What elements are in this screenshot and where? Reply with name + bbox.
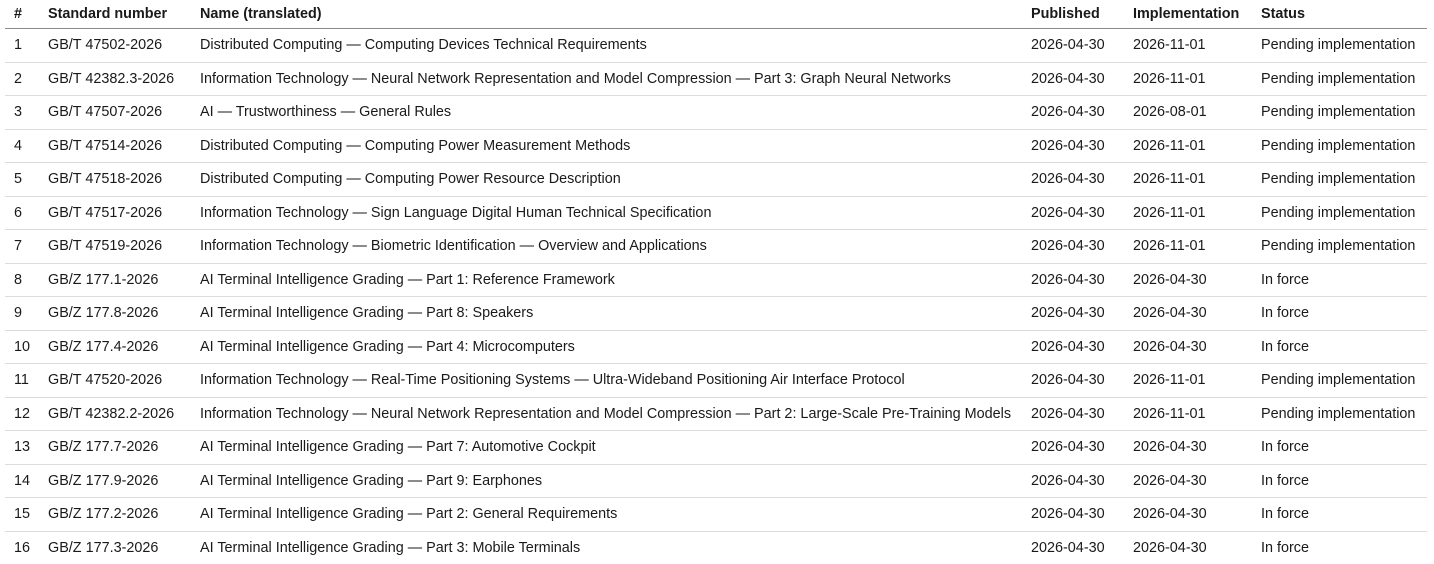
standard-number: GB/T 42382.3-2026 — [39, 62, 191, 96]
published-date: 2026-04-30 — [1022, 230, 1124, 264]
standard-number: GB/T 47514-2026 — [39, 129, 191, 163]
implementation-date: 2026-04-30 — [1124, 263, 1252, 297]
standard-number: GB/T 47502-2026 — [39, 29, 191, 63]
status: In force — [1252, 330, 1427, 364]
published-date: 2026-04-30 — [1022, 129, 1124, 163]
standard-number: GB/T 47517-2026 — [39, 196, 191, 230]
published-date: 2026-04-30 — [1022, 96, 1124, 130]
status: In force — [1252, 263, 1427, 297]
standard-name: Information Technology — Neural Network Representation and Model Compression — Part 3: Graph Neural Networks — [191, 62, 1022, 96]
status: Pending implementation — [1252, 364, 1427, 398]
standard-name: AI Terminal Intelligence Grading — Part 1: Reference Framework — [191, 263, 1022, 297]
published-date: 2026-04-30 — [1022, 263, 1124, 297]
standard-name: AI Terminal Intelligence Grading — Part 7: Automotive Cockpit — [191, 431, 1022, 465]
standard-name: AI Terminal Intelligence Grading — Part 9: Earphones — [191, 464, 1022, 498]
table-row — [5, 129, 1427, 163]
table-row — [5, 230, 1427, 264]
status: In force — [1252, 297, 1427, 331]
row-number: 16 — [14, 539, 31, 556]
table-row — [5, 62, 1427, 96]
table-row — [5, 96, 1427, 130]
status: In force — [1252, 498, 1427, 532]
status: Pending implementation — [1252, 29, 1427, 63]
standard-name: AI Terminal Intelligence Grading — Part 2: General Requirements — [191, 498, 1022, 532]
row-number: 2 — [5, 62, 39, 96]
row-number: 1 — [5, 29, 39, 63]
status: Pending implementation — [1252, 230, 1427, 264]
column-header-published: Published — [1022, 0, 1124, 29]
row-number: 15 — [5, 498, 39, 532]
implementation-date: 2026-11-01 — [1124, 397, 1252, 431]
status: Pending implementation — [1252, 62, 1427, 96]
implementation-date: 2026-11-01 — [1124, 364, 1252, 398]
status: In force — [1261, 539, 1309, 556]
standard-name: Distributed Computing — Computing Devices Technical Requirements — [191, 29, 1022, 63]
standard-name: AI — Trustworthiness — General Rules — [191, 96, 1022, 130]
table-row — [5, 531, 1427, 564]
row-number: 12 — [5, 397, 39, 431]
published-date: 2026-04-30 — [1022, 330, 1124, 364]
header-row — [5, 0, 1427, 29]
implementation-date: 2026-04-30 — [1124, 297, 1252, 331]
standard-number: GB/Z 177.4-2026 — [39, 330, 191, 364]
standard-number: GB/Z 177.7-2026 — [39, 431, 191, 465]
standard-name: Information Technology — Sign Language Digital Human Technical Specification — [191, 196, 1022, 230]
row-number: 10 — [5, 330, 39, 364]
implementation-date: 2026-11-01 — [1124, 163, 1252, 197]
standard-number: GB/Z 177.2-2026 — [39, 498, 191, 532]
row-number: 5 — [5, 163, 39, 197]
row-number: 4 — [5, 129, 39, 163]
standard-name: Distributed Computing — Computing Power Measurement Methods — [191, 129, 1022, 163]
published-date: 2026-04-30 — [1022, 464, 1124, 498]
status: Pending implementation — [1252, 196, 1427, 230]
published-date: 2026-04-30 — [1022, 29, 1124, 63]
status: In force — [1252, 431, 1427, 465]
implementation-date: 2026-11-01 — [1124, 29, 1252, 63]
standard-name: Distributed Computing — Computing Power Resource Description — [191, 163, 1022, 197]
implementation-date: 2026-04-30 — [1124, 464, 1252, 498]
row-number: 14 — [5, 464, 39, 498]
standards-table — [5, 0, 1427, 564]
table-row — [5, 464, 1427, 498]
table-row — [5, 196, 1427, 230]
column-header-standard-number: Standard number — [39, 0, 191, 29]
implementation-date: 2026-11-01 — [1124, 62, 1252, 96]
standard-number: GB/Z 177.9-2026 — [39, 464, 191, 498]
published-date: 2026-04-30 — [1022, 163, 1124, 197]
standard-number: GB/T 47520-2026 — [39, 364, 191, 398]
row-number: 7 — [5, 230, 39, 264]
implementation-date: 2026-04-30 — [1124, 330, 1252, 364]
table-row — [5, 297, 1427, 331]
standard-name: Information Technology — Biometric Identification — Overview and Applications — [191, 230, 1022, 264]
implementation-date: 2026-04-30 — [1133, 539, 1207, 556]
table-row — [5, 330, 1427, 364]
row-number: 9 — [5, 297, 39, 331]
status: Pending implementation — [1252, 96, 1427, 130]
status: In force — [1252, 464, 1427, 498]
table-body — [5, 29, 1427, 564]
standard-number: GB/T 47507-2026 — [39, 96, 191, 130]
published-date: 2026-04-30 — [1022, 498, 1124, 532]
row-number: 6 — [5, 196, 39, 230]
standard-number: GB/T 47519-2026 — [39, 230, 191, 264]
implementation-date: 2026-08-01 — [1124, 96, 1252, 130]
column-header-name: Name (translated) — [191, 0, 1022, 29]
row-number: 11 — [5, 364, 39, 398]
implementation-date: 2026-11-01 — [1124, 230, 1252, 264]
standard-number: GB/Z 177.3-2026 — [48, 539, 159, 556]
status: Pending implementation — [1252, 129, 1427, 163]
published-date: 2026-04-30 — [1031, 539, 1105, 556]
status: Pending implementation — [1252, 163, 1427, 197]
standard-name: AI Terminal Intelligence Grading — Part 4: Microcomputers — [191, 330, 1022, 364]
published-date: 2026-04-30 — [1022, 364, 1124, 398]
standard-name: AI Terminal Intelligence Grading — Part 3: Mobile Terminals — [200, 539, 581, 556]
published-date: 2026-04-30 — [1022, 297, 1124, 331]
published-date: 2026-04-30 — [1022, 397, 1124, 431]
column-header-implementation: Implementation — [1124, 0, 1252, 29]
implementation-date: 2026-04-30 — [1124, 431, 1252, 465]
column-header-number: # — [5, 0, 39, 29]
published-date: 2026-04-30 — [1022, 196, 1124, 230]
implementation-date: 2026-11-01 — [1124, 129, 1252, 163]
standard-number: GB/T 42382.2-2026 — [39, 397, 191, 431]
table-row — [5, 364, 1427, 398]
status: Pending implementation — [1252, 397, 1427, 431]
published-date: 2026-04-30 — [1022, 62, 1124, 96]
implementation-date: 2026-04-30 — [1124, 498, 1252, 532]
standard-number: GB/T 47518-2026 — [39, 163, 191, 197]
column-header-status: Status — [1252, 0, 1427, 29]
table-row — [5, 163, 1427, 197]
standard-name: Information Technology — Neural Network Representation and Model Compression — Part 2: Large-Scale Pre-Training Models — [191, 397, 1022, 431]
standard-name: AI Terminal Intelligence Grading — Part 8: Speakers — [191, 297, 1022, 331]
table-row — [5, 397, 1427, 431]
standard-number: GB/Z 177.1-2026 — [39, 263, 191, 297]
table-row — [5, 29, 1427, 63]
implementation-date: 2026-11-01 — [1124, 196, 1252, 230]
table-row — [5, 431, 1427, 465]
published-date: 2026-04-30 — [1022, 431, 1124, 465]
row-number: 13 — [5, 431, 39, 465]
row-number: 8 — [5, 263, 39, 297]
standard-name: Information Technology — Real-Time Positioning Systems — Ultra-Wideband Positioning Air Interface Protocol — [191, 364, 1022, 398]
table-header — [5, 0, 1427, 29]
table-row — [5, 498, 1427, 532]
row-number: 3 — [5, 96, 39, 130]
standard-number: GB/Z 177.8-2026 — [39, 297, 191, 331]
table-row — [5, 263, 1427, 297]
